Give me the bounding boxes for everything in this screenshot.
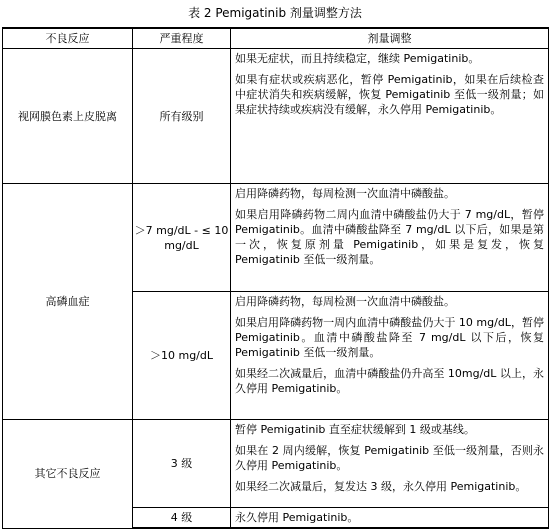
dose-adjustment-cell [231,184,549,292]
dose-adjustment-cell [231,420,549,508]
table-caption: 表 2 Pemigatinib 剂量调整方法 [188,6,362,20]
header-reaction: 不良反应 [3,28,133,49]
dose-adjustment-cell [231,292,549,420]
dose-adjustment-cell [231,49,549,184]
dose-adjustment-cell [231,508,549,529]
table-row [3,420,549,508]
severity-cell: 3 级 [133,420,231,508]
severity-cell: 所有级别 [133,49,231,184]
severity-cell: ＞7 mg/dL - ≤ 10 mg/dL [133,184,231,292]
recommendation-text: 如果无症状，而且持续稳定，继续 Pemigatinib。 [235,52,480,65]
header-dose-adjustment: 剂量调整 [231,28,549,49]
table-row [3,184,549,292]
severity-cell: 4 级 [133,508,231,529]
reaction-cell: 其它不良反应 [3,420,133,529]
header-row [3,28,549,49]
recommendation-text: 启用降磷药物，每周检测一次血清中磷酸盐。 [235,295,455,308]
recommendation-text: 启用降磷药物，每周检测一次血清中磷酸盐。 [235,187,455,200]
recommendation-text: 如果启用降磷药物二周内血清中磷酸盐仍大于 7 mg/dL，暂停 Pemigatinib。血清中磷酸盐降至 7 mg/dL 以下后，如果是第一次，恢复原剂量 Pemigatinib，如果是复发，恢复 Pemigatinib 至低一级剂量。 [235,208,544,266]
recommendation-text: 如果有症状或疾病恶化，暂停 Pemigatinib，如果在后续检查中症状消失和疾病缓解，恢复 Pemigatinib 至低一级剂量；如果症状持续或疾病没有缓解，永久停用 Pemigatinib。 [235,73,544,116]
table-row [3,49,549,184]
recommendation-text: 如果经二次减量后，复发达 3 级，永久停用 Pemigatinib。 [235,480,527,493]
reaction-cell: 高磷血症 [3,184,133,420]
recommendation-text: 永久停用 Pemigatinib。 [235,511,359,524]
reaction-cell: 视网膜色素上皮脱离 [3,49,133,184]
recommendation-text: 如果经二次减量后，血清中磷酸盐仍升高至 10mg/dL 以上，永久停用 Pemigatinib。 [235,367,544,395]
recommendation-text: 如果在 2 周内缓解，恢复 Pemigatinib 至低一级剂量，否则永久停用 Pemigatinib。 [235,444,544,472]
dose-adjustment-table [2,27,549,529]
recommendation-text: 暂停 Pemigatinib 直至症状缓解到 1 级或基线。 [235,423,475,436]
severity-cell: ＞10 mg/dL [133,292,231,420]
header-severity: 严重程度 [133,28,231,49]
recommendation-text: 如果启用降磷药物一周内血清中磷酸盐仍大于 10 mg/dL，暂停 Pemigatinib。血清中磷酸盐降至 7 mg/dL 以下后，恢复 Pemigatinib 至低一级剂量。 [235,316,544,359]
